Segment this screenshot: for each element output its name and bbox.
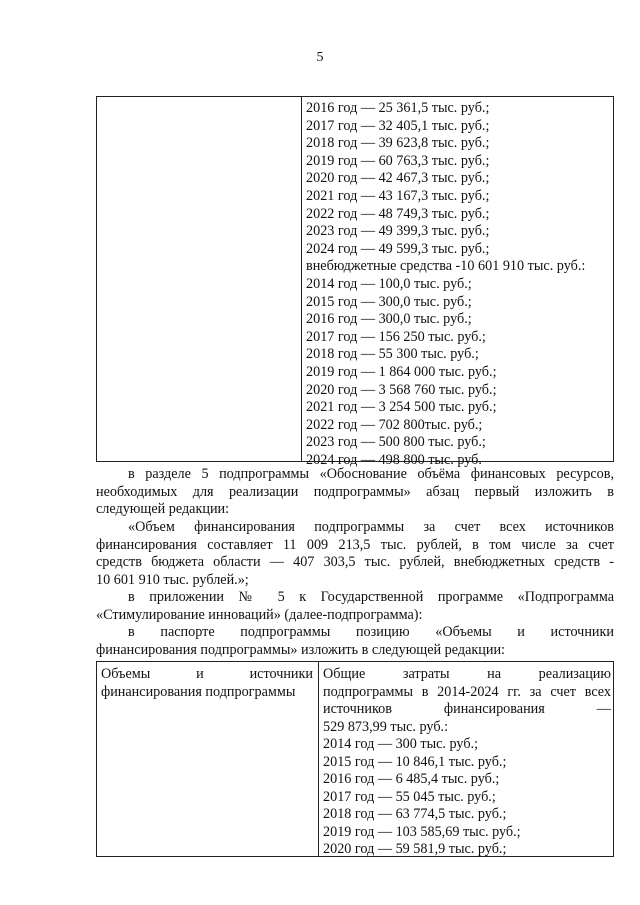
cell-line: Объемы и источники bbox=[101, 666, 313, 682]
paragraph-line: финансирования подпрограммы» изложить в следующей редакции: bbox=[96, 641, 505, 658]
cell-line: Общие затраты на реализацию bbox=[323, 666, 611, 682]
extrabudgetary-heading: внебюджетные средства -10 601 910 тыс. руб.: bbox=[306, 258, 586, 275]
funding-line: 2017 год — 156 250 тыс. руб.; bbox=[306, 328, 486, 345]
funding-line: 2016 год — 300,0 тыс. руб.; bbox=[306, 311, 472, 328]
cell-line: 529 873,99 тыс. руб.: bbox=[323, 718, 449, 735]
funding-line: 2023 год — 49 399,3 тыс. руб.; bbox=[306, 223, 490, 240]
funding-line: 2017 год — 32 405,1 тыс. руб.; bbox=[306, 117, 490, 134]
table-column-divider bbox=[301, 97, 302, 461]
paragraph-line: «Объем финансирования подпрограммы за счет всех источников bbox=[128, 519, 614, 535]
funding-line: 2014 год — 100,0 тыс. руб.; bbox=[306, 275, 472, 292]
position-name-cell bbox=[101, 666, 313, 701]
table-column-divider bbox=[318, 662, 319, 856]
funding-line: 2019 год — 60 763,3 тыс. руб.; bbox=[306, 152, 490, 169]
funding-line: 2023 год — 500 800 тыс. руб.; bbox=[306, 434, 486, 451]
paragraph-line: в приложении № 5 к Государственной программе «Подпрограмма bbox=[128, 589, 614, 605]
paragraph-line: средств бюджета области — 407 303,5 тыс. рублей, внебюджетных средств - bbox=[96, 554, 614, 570]
cell-line: подпрограммы в 2014-2024 гг. за счет всех bbox=[323, 683, 611, 700]
paragraph-line: в паспорте подпрограммы позицию «Объемы и источники bbox=[128, 624, 614, 640]
cell-line: финансирования подпрограммы bbox=[101, 683, 296, 700]
paragraph-funding-volume bbox=[96, 519, 614, 589]
funding-line: 2022 год — 48 749,3 тыс. руб.; bbox=[306, 205, 490, 222]
cell-line: 2020 год — 59 581,9 тыс. руб.; bbox=[323, 841, 507, 857]
cell-line: 2017 год — 55 045 тыс. руб.; bbox=[323, 788, 496, 805]
funding-line: 2018 год — 39 623,8 тыс. руб.; bbox=[306, 135, 490, 152]
cell-line: 2014 год — 300 тыс. руб.; bbox=[323, 736, 479, 752]
funding-years-column bbox=[306, 100, 611, 469]
page-number: 5 bbox=[316, 50, 324, 65]
cell-line: источников финансирования — bbox=[323, 701, 611, 717]
funding-line: 2024 год — 49 599,3 тыс. руб.; bbox=[306, 240, 490, 257]
funding-line: 2016 год — 25 361,5 тыс. руб.; bbox=[306, 100, 490, 116]
paragraph-appendix5 bbox=[96, 589, 614, 624]
funding-line: 2015 год — 300,0 тыс. руб.; bbox=[306, 293, 472, 310]
funding-line: 2020 год — 3 568 760 тыс. руб.; bbox=[306, 381, 497, 398]
paragraph-line: в разделе 5 подпрограммы «Обоснование объёма финансовых ресурсов, bbox=[128, 466, 614, 482]
paragraph-line: 10 601 910 тыс. рублей.»; bbox=[96, 571, 249, 588]
passport-table bbox=[96, 661, 614, 857]
paragraph-passport bbox=[96, 624, 614, 659]
paragraph-line: необходимых для реализации подпрограммы» абзац первый изложить в bbox=[96, 483, 614, 500]
cell-line: 2018 год — 63 774,5 тыс. руб.; bbox=[323, 806, 507, 822]
paragraph-section5 bbox=[96, 466, 614, 519]
funding-line: 2019 год — 1 864 000 тыс. руб.; bbox=[306, 363, 497, 380]
funding-line: 2018 год — 55 300 тыс. руб.; bbox=[306, 346, 479, 363]
funding-table-continued bbox=[96, 96, 614, 468]
funding-line: 2020 год — 42 467,3 тыс. руб.; bbox=[306, 170, 490, 187]
funding-line: 2021 год — 3 254 500 тыс. руб.; bbox=[306, 399, 497, 416]
cell-line: 2016 год — 6 485,4 тыс. руб.; bbox=[323, 771, 500, 787]
cell-line: 2019 год — 103 585,69 тыс. руб.; bbox=[323, 823, 521, 840]
funding-line: 2024 год — 498 800 тыс. руб. bbox=[306, 451, 482, 468]
position-value-cell bbox=[323, 666, 611, 859]
cell-line: 2015 год — 10 846,1 тыс. руб.; bbox=[323, 753, 507, 770]
funding-line: 2021 год — 43 167,3 тыс. руб.; bbox=[306, 187, 490, 204]
paragraph-line: следующей редакции: bbox=[96, 501, 230, 517]
paragraph-line: «Стимулирование инноваций» (далее-подпрограмма): bbox=[96, 606, 423, 623]
paragraph-line: финансирования составляет 11 009 213,5 тыс. рублей, в том числе за счет bbox=[96, 536, 614, 553]
funding-line: 2022 год — 702 800тыс. руб.; bbox=[306, 416, 483, 433]
